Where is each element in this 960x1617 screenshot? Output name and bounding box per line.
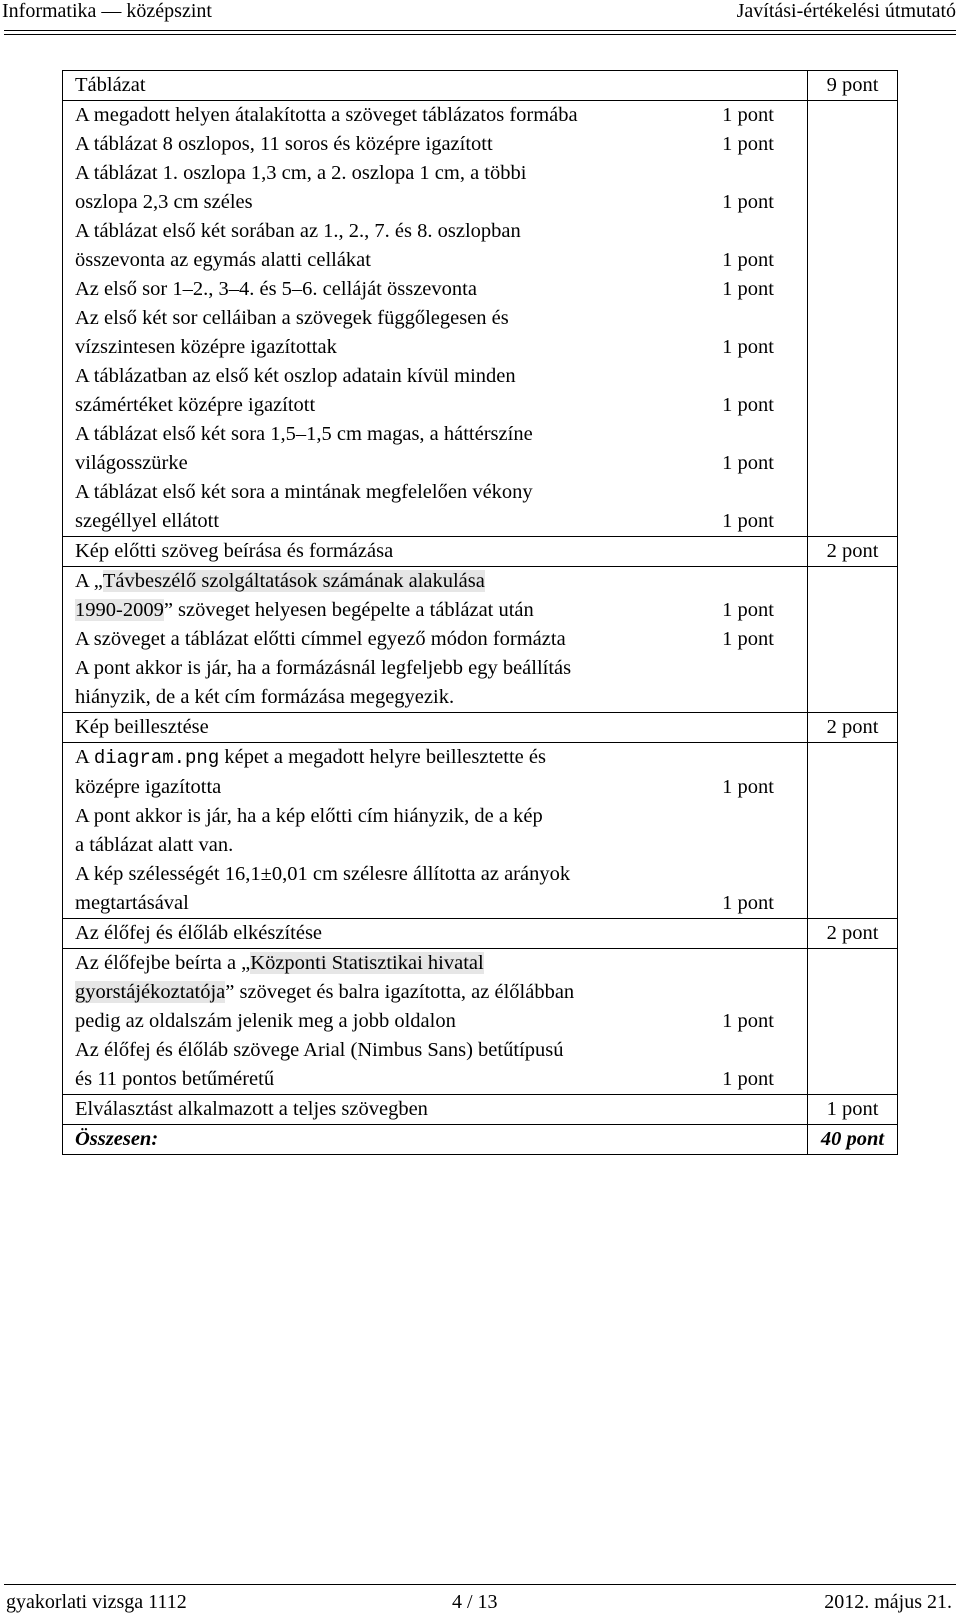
section-row-hyphenation — [63, 1095, 898, 1125]
sum-row — [63, 1125, 898, 1155]
sum-total: 40 pont — [808, 1125, 898, 1155]
footer-rule — [4, 1584, 956, 1585]
section-row-table — [63, 71, 898, 101]
header-doc-type: Javítási-értékelési útmutató — [736, 0, 956, 22]
criterion-row: A táblázat első két sora 1,5–1,5 cm magas, a háttérszíne világosszürke 1 pont — [63, 420, 898, 478]
section-total: 2 pont — [808, 919, 898, 949]
criterion-row: A kép szélességét 16,1±0,01 cm szélesre állította az arányok megtartásával 1 pont — [63, 860, 898, 919]
header-rule-thin — [4, 34, 956, 35]
criterion-row: A táblázat első két sora a mintának megfelelően vékony szegéllyel ellátott 1 pont — [63, 478, 898, 537]
footer-page-number: 4 / 13 — [452, 1591, 498, 1613]
section-row-text-before-image — [63, 537, 898, 567]
highlighted-phrase: 1990-2009 — [75, 599, 164, 621]
highlighted-phrase: Központi Statisztikai hivatal — [250, 952, 484, 974]
criterion-row: Az élőfej és élőláb szövege Arial (Nimbus Sans) betűtípusú és 11 pontos betűméretű 1 pont — [63, 1036, 898, 1095]
section-title: Kép beillesztése — [63, 713, 719, 743]
section-row-header-footer — [63, 919, 898, 949]
section-total: 1 pont — [808, 1095, 898, 1125]
criterion-row: Az első sor 1–2., 3–4. és 5–6. celláját összevonta 1 pont — [63, 275, 898, 304]
sum-label: Összesen: — [63, 1125, 719, 1155]
section-total: 2 pont — [808, 537, 898, 567]
note-row: A pont akkor is jár, ha a kép előtti cím hiányzik, de a kép a táblázat alatt van. — [63, 802, 898, 860]
criterion-row: Az élőfejbe beírta a „Központi Statisztikai hivatal gyorstájékoztatója” szöveget és balra igazította, az élőlábban pedig az oldalszám jelenik meg a jobb oldalon 1 pont — [63, 949, 898, 1037]
section-title: Elválasztást alkalmazott a teljes szövegben — [63, 1095, 719, 1125]
criterion-row: A szöveget a táblázat előtti címmel egyező módon formázta 1 pont — [63, 625, 898, 654]
highlighted-phrase: gyorstájékoztatója — [75, 981, 226, 1003]
filename: diagram.png — [93, 747, 220, 769]
criterion-row: A táblázat 8 oszlopos, 11 soros és középre igazított 1 pont — [63, 130, 898, 159]
criterion-row: A táblázat 1. oszlopa 1,3 cm, a 2. oszlopa 1 cm, a többi oszlopa 2,3 cm széles 1 pont — [63, 159, 898, 217]
section-total: 9 pont — [808, 71, 898, 101]
page-header — [0, 0, 960, 28]
footer-exam-code: gyakorlati vizsga 1112 — [6, 1591, 187, 1613]
header-subject: Informatika — középszint — [2, 0, 212, 22]
section-title: Táblázat — [63, 71, 719, 101]
section-total: 2 pont — [808, 713, 898, 743]
criterion-row: A „Távbeszélő szolgáltatások számának alakulása 1990-2009” szöveget helyesen begépelte a táblázat után 1 pont — [63, 567, 898, 626]
footer-date: 2012. május 21. — [824, 1591, 952, 1613]
scoring-table — [62, 70, 898, 1155]
criterion-row: Az első két sor celláiban a szövegek függőlegesen és vízszintesen középre igazítottak 1 pont — [63, 304, 898, 362]
section-title: Az élőfej és élőláb elkészítése — [63, 919, 719, 949]
header-rule — [4, 30, 956, 31]
section-title: Kép előtti szöveg beírása és formázása — [63, 537, 719, 567]
section-row-image — [63, 713, 898, 743]
criterion-row: A diagram.png képet a megadott helyre beillesztette és középre igazította 1 pont — [63, 743, 898, 803]
page-footer — [0, 1591, 960, 1615]
note-row: A pont akkor is jár, ha a formázásnál legfeljebb egy beállítás hiányzik, de a két cím formázása megegyezik. — [63, 654, 898, 713]
criterion-row: A táblázatban az első két oszlop adatain kívül minden számértéket középre igazított 1 pont — [63, 362, 898, 420]
highlighted-phrase: Távbeszélő szolgáltatások számának alakulása — [102, 570, 485, 592]
criterion-row: A táblázat első két sorában az 1., 2., 7. és 8. oszlopban összevonta az egymás alatti cellákat 1 pont — [63, 217, 898, 275]
criterion-row: A megadott helyen átalakította a szöveget táblázatos formába 1 pont — [63, 101, 898, 131]
